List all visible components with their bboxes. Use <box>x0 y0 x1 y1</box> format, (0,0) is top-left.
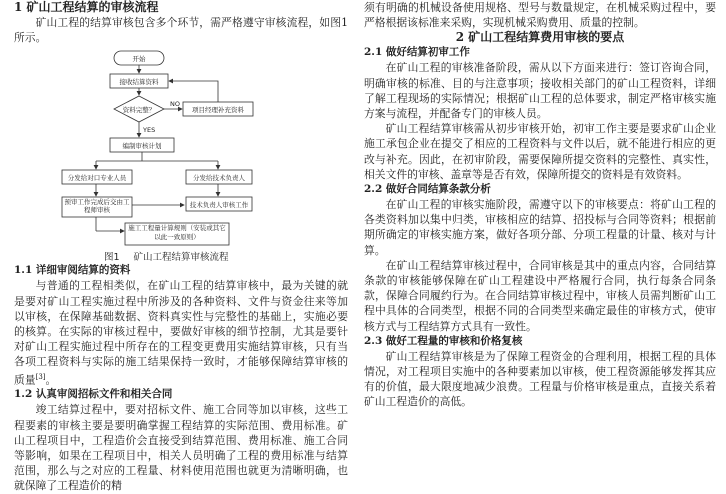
flow-receive-label: 接收结算资料 <box>119 78 159 87</box>
flow-yes-label: YES <box>143 126 156 135</box>
left-column <box>14 0 348 494</box>
flow-assign-label: 分发给对口专业人员 <box>67 174 127 183</box>
section-1-heading: 1 矿山工程结算的审核流程 <box>14 0 159 14</box>
flow-no-label: NO <box>170 100 180 109</box>
flow-distribute-label: 分发给技术负责人 <box>193 174 245 183</box>
section-1-1-paragraph <box>14 278 348 387</box>
figure-caption-text: 矿山工程结算审核流程 <box>133 252 229 264</box>
flow-plan-label: 编制审核计划 <box>122 142 162 151</box>
flow-pre-review-label: 预审工作完成后交由工程师审核 <box>64 198 130 215</box>
section-2-1-heading: 2.1 做好结算初审工作 <box>364 46 470 59</box>
section-1-2-paragraph: 竣工结算过程中，要对招标文件、施工合同等加以审核，这些工程要素的审核主要是要明确掌握工程结算的实际范围、费用标准。矿山工程项目中，工程造价会直接受到结算范围、费用标准、施工合同等影响，如果在工程项目中，相关人员明确了工程的费用标准与结算范围，那么与之对应的工程量、材料使用范围也就更为清晰明确，也就保障了工程造价的精 <box>14 403 348 493</box>
section-1-1-text: 与普通的工程相类似，在矿山工程的结算审核中，最为关键的就是要对矿山工程实施过程中所涉及的各种资料、文件与资金往来等加以审核，在保障基础数据、资料真实性与完整性的基础上，实施必要的核算。在实际的审核过程中，要做好审核的细节控制，尤其是要针对矿山工程实施过程中所存在的工程变更费用实施结算审核，只有当各项工程资料与实际的施工结果保持一致时，才能够保障结算审核的质量 <box>14 279 348 387</box>
section-2-2-paragraph-b: 在矿山工程结算审核过程中，合同审核是其中的重点内容，合同结算条款的审核能够保障在矿山工程建设中严格履行合同，执行每条合同条款，保障合同履约行为。在合同结算审核过程中，审核人员需判断矿山工程中具体的合同类型，根据不同的合同类型来确定最佳的审核方式，使审核方式与工程结算方式具有一致性。 <box>364 258 716 333</box>
section-1-intro: 矿山工程的结算审核包含多个环节，需严格遵守审核流程，如图1所示。 <box>14 16 348 45</box>
flow-report-label: 施工工程量计算规则（安装或其它以此一致原则） <box>128 224 226 242</box>
figure-caption <box>104 249 229 263</box>
figure-1 <box>14 47 348 263</box>
flow-start-label: 开始 <box>132 55 146 64</box>
section-2-2-paragraph-a: 在矿山工程的审核实施阶段，需遵守以下的审核要点：将矿山工程的各类资料加以集中归类，审核相应的结算、招投标与合同等资料；根据前期所确定的审核实施方案，做好各项分部、分项工程量的计量、核对与计算。 <box>364 198 716 257</box>
flow-decision-label: 资料完整？ <box>122 106 156 115</box>
section-1-1-end: 。 <box>45 373 57 387</box>
right-column <box>364 0 716 410</box>
section-2-3-paragraph: 矿山工程结算审核是为了保障工程资金的合理利用，根据工程的具体情况，对工程项目实施中的各种要素加以审核，使工程资源能够发挥其应有的价值，最大限度地减少浪费。工程量与价格审核是重点，直接关系着矿山工程造价的高低。 <box>364 349 716 409</box>
figure-caption-number: 图1 <box>104 252 120 264</box>
section-2-1-paragraph-b: 矿山工程结算审核需从初步审核开始，初审工作主要是要求矿山企业施工承包企业在提交了相应的工程资料与文件以后，就不能进行相应的更改与补充。因此，在初审阶段，需要保障所提交资料的完整性、真实性，相关文件的审核、盖章等是否有效，保障所提交的资料是有效资料。 <box>364 122 716 181</box>
flowchart <box>14 47 348 277</box>
section-1-2-heading: 1.2 认真审阅招标文件和相关合同 <box>14 388 173 401</box>
section-2-2-heading: 2.2 做好合同结算条款分析 <box>364 183 491 196</box>
section-2-heading: 2 矿山工程结算费用审核的要点 <box>455 30 625 45</box>
flow-lead-review-label: 技术负责人审核工作 <box>189 201 249 210</box>
section-2-3-heading: 2.3 做好工程量的审核和价格复核 <box>364 334 523 347</box>
continued-paragraph: 须有明确的机械设备使用规格、型号与数量规定，在机械采购过程中，要严格根据该标准来采购，实现机械采购费用、质量的控制。 <box>364 1 716 30</box>
section-2-1-paragraph-a: 在矿山工程的审核准备阶段，需从以下方面来进行：签订咨询合同，明确审核的标准、目的与注意事项；接收相关部门的矿山工程资料，详细了解工程现场的实际情况；根据矿山工程的总体要求，制定严格审核实施方案与流程，并配备专门的审核人员。 <box>364 61 716 121</box>
citation-3: [3] <box>35 372 46 381</box>
section-1-1-heading: 1.1 详细审阅结算的资料 <box>14 264 131 277</box>
flow-supplement-label: 项目经理补充资料 <box>192 106 244 115</box>
